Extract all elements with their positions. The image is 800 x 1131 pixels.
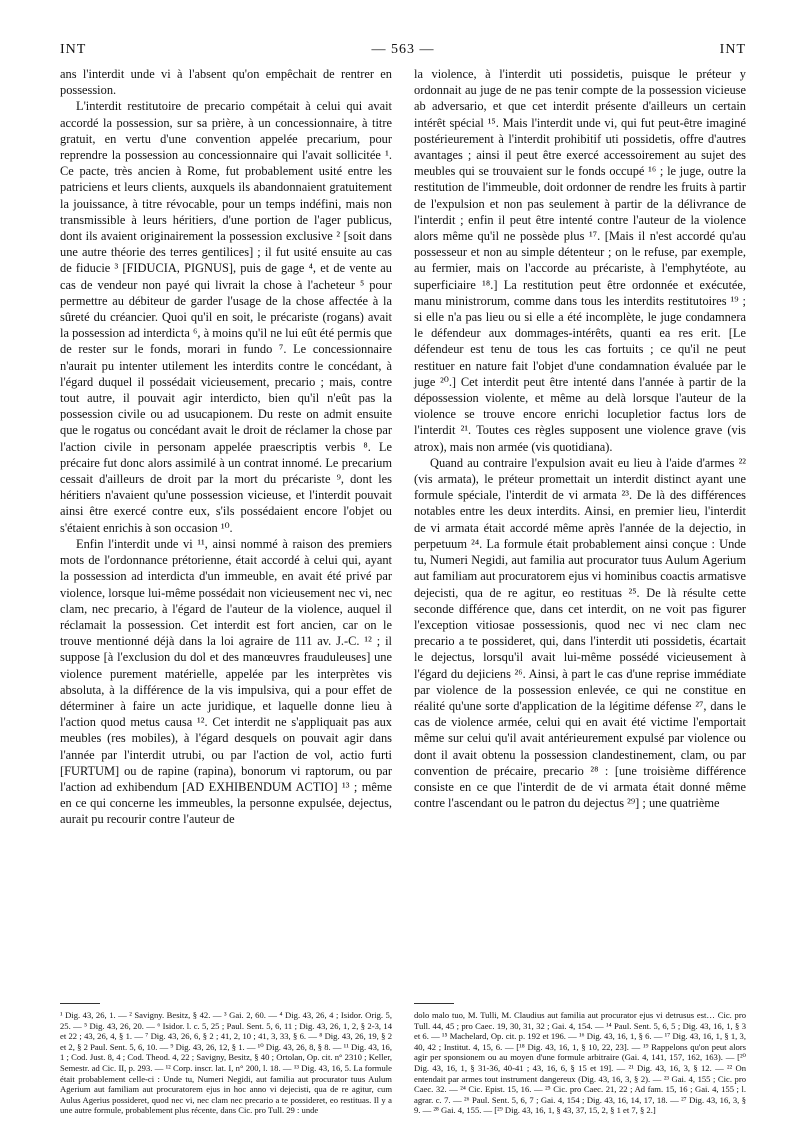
running-header bbox=[60, 42, 746, 62]
footnote-divider bbox=[414, 1003, 454, 1004]
paragraph: Quand au contraire l'expulsion avait eu lieu à l'aide d'armes ²² (vis armata), le préteur promettait un interdit distinct ayant une formule spéciale, l'interdit de vi armata ²³. De là des différences notables entre les deux interdits. Ainsi, en premier lieu, l'interdit de vi armata était accordé même après l'année de la dejectio, in perpetuum ²⁴. La formule était probablement ainsi conçue : Unde tu, Numeri Negidi, aut familia aut procurator tuus Aulum Agerium aut familiam aut procuratorem ejus vi hominibus coactis armatisve dejecisti, qua de re agitur, eo restituas ²⁵. De là résulte cette seconde différence que, dans cet interdit, on ne voit pas figurer l'exception vitiosae possessionis, quod nec vi nec clam nec precario a te possideret, qui, dans l'interdit uti possidetis, écartait le dejectus, lorsqu'il avait lui-même possédé vicieusement à l'égard du dejiciens ²⁶. Ainsi, à part le cas d'une reprise immédiate par violence de la possession enlevée, ce qui ne constitue en réalité qu'une sorte d'application de la légitime défense ²⁷, dans le cas de violence armée, celui qui en avait été victime l'emportait même sur celui qu'il avait antérieurement expulsé par violence ou dont il avait obtenu la possession clandestinement, clam, ou par convention de précaire, precario ²⁸ : [une troisième différence consiste en ce que l'interdit de de vi armata était donné même contre l'ascendant ou le patron du dejectus ²⁹] ; une quatrième bbox=[414, 455, 746, 811]
left-column bbox=[60, 66, 392, 828]
paragraph: ans l'interdit unde vi à l'absent qu'on empêchait de rentrer en possession. bbox=[60, 67, 392, 98]
footnote-divider bbox=[60, 1003, 100, 1004]
header-right-term: INT bbox=[719, 42, 746, 57]
footnote-text: dolo malo tuo, M. Tulli, M. Claudius aut familia aut procurator ejus vi detrusus est… Cic. pro Tull. 44, 45 ; pro Caec. 19, 30, 31, 32 ; Gai. 4, 154. — ¹⁴ Paul. Sent. 5, 6, 5 ; Dig. 43, 16, 1, § 3 et 6. — ¹⁵ Machelard, Op. cit. p. 192 et 196. — ¹⁶ Dig. 43, 16, 1, § 6. — ¹⁷ Dig. 43, 16, 1, § 1, 3, 40, 42 ; Institut. 4, 15, 6. — [¹⁸ Dig. 43, 16, 1, § 10, 22, 23]. — ¹⁹ Rappelons qu'on peut alors agir per sponsionem ou au moyen d'une formule arbitraire (Gai. 4, 141, 157, 162, 163). — [²⁰ Dig. 43, 16, 1, § 31-36, 40-41 ; 43, 16, 6, § 15 et 19]. — ²¹ Dig. 43, 16, 3, § 12. — ²² On entendait par armes tout instrument dangereux (Dig. 43, 16, 3, § 2). — ²³ Gai. 4, 155 ; Cic. pro Caec. 32. — ²⁴ Cic. Epist. 15, 16. — ²⁵ Cic. pro Caec. 21, 22 ; Ad fam. 15, 16 ; Gai. 4, 155 ; l. agrar. c. 7. — ²⁶ Paul. Sent. 5, 6, 7 ; Gai. 4, 154 ; Dig. 43, 16, 14, 17, 18. — ²⁷ Dig. 43, 16, 3, § 9. — ²⁸ Gai. 4, 155. — [²⁹ Dig. 43, 16, 1, § 43, 37, 15, 2, § 1 et 7, § 2.] bbox=[414, 1010, 746, 1116]
page-number: — 563 — bbox=[371, 42, 435, 57]
paragraph: L'interdit restitutoire de precario compétait à celui qui avait accordé la possession, sur sa prière, à un concessionnaire, à titre gratuit, en vertu d'une convention appelée precarium, pour reprendre la possession au concessionnaire qui l'avait sollicitée ¹. Ce pacte, très ancien à Rome, fut probablement usité entre les patriciens et leurs clients, auxquels ils abandonnaient gratuitement la jouissance, à titre révocable, pour un temps indéfini, mais non transmissible à leurs héritiers, d'une portion de l'ager publicus, dont ils avaient originairement la possession exclusive ² [soit dans une autre théorie des terres gentilices] ; il fut usité ensuite au cas de fiducie ³ [FIDUCIA, PIGNUS], puis de gage ⁴, et de vente au cas de vendeur non payé qui livrait la chose à l'acheteur ⁵ pour permettre au débiteur de garder l'usage de la chose affectée à la sûreté du créancier. Quoi qu'il en soit, le précariste (rogans) avait la possession ad interdicta ⁶, à moins qu'il ne lui eût été permis que de rester sur le fonds, morari in fundo ⁷. Le concessionnaire n'aurait pu intenter utilement les interdits contre le concédant, à l'égard duquel il possédait vicieusement, precario ; mais, contre tout autre, il pouvait agir interdicto, bien qu'il n'eût pas la possession civile ou ad usucapionem. Du reste on admit ensuite que le rogatus ou concédant avait le droit de réclamer la chose par l'action civile in personam appelée praescriptis verbis ⁸. Le précaire fut donc alors assimilé à un contrat innomé. Le precarium cessait d'ailleurs de droit par la mort du précariste ⁹, dont les héritiers n'avaient qu'une possession vicieuse, et l'interdit pouvait ainsi être exercé contre eux, s'ils possédaient encore l'objet ou s'étaient enrichis à son occasion ¹⁰. bbox=[60, 99, 392, 535]
right-column bbox=[414, 66, 746, 811]
footnote-text: ¹ Dig. 43, 26, 1. — ² Savigny. Besitz, § 42. — ³ Gai. 2, 60. — ⁴ Dig. 43, 26, 4 ; Isidor. Orig. 5, 25. — ⁵ Dig. 43, 26, 20. — ⁶ Isidor. l. c. 5, 25 ; Paul. Sent. 5, 6, 11 ; Dig. 43, 26, 1, 2, § 2-3, 14 et 22 ; 43, 26, 4, § 1. — ⁷ Dig. 43, 26, 6, § 2 ; 41, 2, 10 ; 41, 3, 33, § 6. — ⁸ Dig. 43, 26, 19, § 2 et 2, § 2 Paul. Sent. 5, 6, 10. — ⁹ Dig. 43, 26, 12, § 1. — ¹⁰ Dig. 43, 26, 8, § 8. — ¹¹ Dig. 43, 16, 1 ; Cod. Just. 8, 4 ; Cod. Theod. 4, 22 ; Savigny, Besitz, § 40 ; Ortolan, Op. cit. n° 2310 ; Keller, Semestr. ad Cic. II, p. 293. — ¹² Corp. inscr. lat. I, n° 200, l. 18. — ¹³ Dig. 43, 16, 5. La formule était probablement celle-ci : Unde tu, Numeri Negidi, aut familia aut procurator tuus Aulum Agerium aut familiam aut procuratorem ejus in hoc anno vi dejecisti, qua de re agitur, cum Aulus Agerius possideret, quod nec vi, nec clam nec precario a te possideret, eo restituas. Il y a une autre formule, probablement plus récente, dans Cic. pro Tull. 29 : unde bbox=[60, 1010, 392, 1116]
footnotes-left bbox=[60, 1010, 392, 1116]
footnotes-right bbox=[414, 1010, 746, 1116]
header-left-term: INT bbox=[60, 42, 87, 57]
paragraph: Enfin l'interdit unde vi ¹¹, ainsi nommé à raison des premiers mots de l'ordonnance prétorienne, était accordé à celui qui, ayant la possession ad interdicta d'un immeuble, en avait été privé par violence, lorsque lui-même possédait non vicieusement nec vi, nec clam, nec precario, à l'égard de l'auteur de la violence, auquel il réclamait la possession. Cet interdit est fort ancien, car on le trouve mentionné déjà dans la loi agraire de 111 av. J.-C. ¹² ; il suppose [à l'exclusion du dol et des manœuvres frauduleuses] une violence purement matérielle, appelée par les interprètes vis absoluta, à la différence de la vis impulsiva, qui a pour effet de déterminer à faire un acte juridique, et laquelle donne lieu à l'action quod metus causa ¹². Cet interdit ne s'appliquait pas aux meubles (res mobiles), à l'égard desquels on pouvait agir dans l'année par l'interdit utrubi, ou par l'action de vol, actio furti [FURTUM] ou de rapine (rapina), bonorum vi raptorum, ou par l'action ad exhibendum [AD EXHIBENDUM ACTIO] ¹³ ; même en ce qui concerne les immeubles, la personne expulsée, dejectus, aurait pu recourir contre l'auteur de bbox=[60, 536, 392, 827]
paragraph: la violence, à l'interdit uti possidetis, puisque le préteur y ordonnait au juge de ne pas tenir compte de la possession vicieuse ab adversario, et que cet interdit présente d'ailleurs un certain intérêt spécial ¹⁵. Mais l'interdit unde vi, qui fut peut-être imaginé postérieurement à l'interdit prohibitif uti possidetis, offre d'autres avantages ; ainsi il peut être exercé accessoirement au sujet des meubles qui se trouvaient sur le fonds occupé ¹⁶ ; le juge, outre la restitution de l'immeuble, doit ordonner de rendre les fruits à partir de l'expulsion et non pas seulement à partir de la délivrance de l'interdit ; enfin il peut être intenté contre l'auteur de la violence alors même qu'il ne possède plus ¹⁷. [Mais il n'est accordé qu'au possesseur et non au simple détenteur ; on le refuse, par exemple, au fermier, mais on l'accorde au précariste, à l'emphytéote, au superficiaire ¹⁸.] La restitution peut être ordonnée et exécutée, manu ministrorum, comme dans tous les interdits restitutoires ¹⁹ ; si elle n'a pas lieu ou si elle a été incomplète, le juge condamnera le défendeur aux dommages-intérêts, quanti ea res erit. [Le défendeur est tenu de tous les cas fortuits ; ce qu'il ne peut restituer en nature fait l'objet d'une condamnation évaluée par le juge ²⁰.] Cet interdit peut être intenté dans l'année à partir de la dépossession violente, et même au delà lorsque l'auteur de la violence se trouve encore enrichi locupletior factus lors de l'interdit ²¹. Toutes ces règles supposent une violence grave (vis atrox), mais non armée (vis quotidiana). bbox=[414, 67, 746, 454]
